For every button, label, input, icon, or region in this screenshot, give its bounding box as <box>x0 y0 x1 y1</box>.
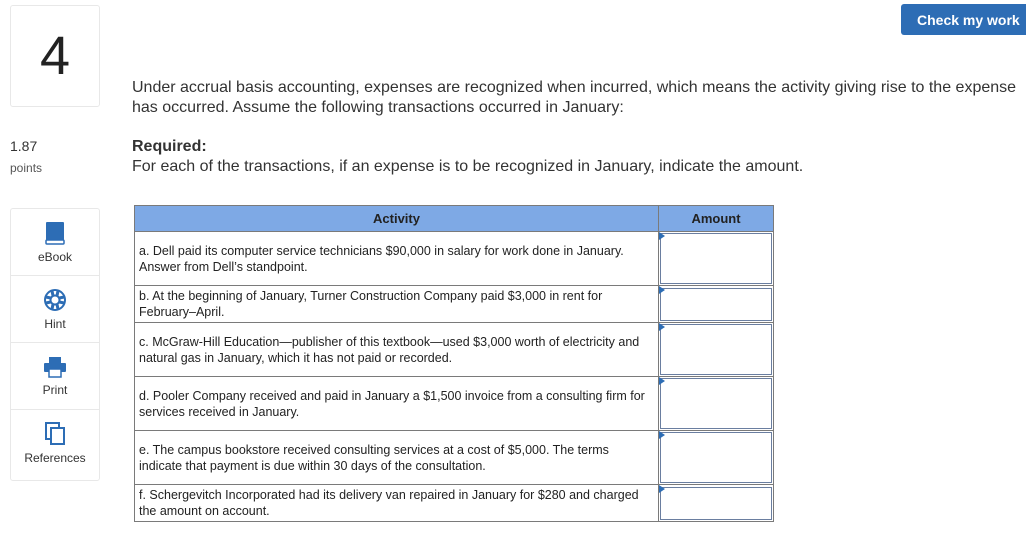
activity-cell: e. The campus bookstore received consulting services at a cost of $5,000. The terms indicate that payment is due within 30 days of the consultation. <box>135 431 659 485</box>
question-number: 4 <box>39 26 71 86</box>
table-row <box>135 377 774 431</box>
question-number-box <box>10 5 100 107</box>
hint-button[interactable] <box>11 276 99 343</box>
print-label: Print <box>42 382 68 397</box>
check-my-work-button[interactable]: Check my work <box>901 4 1026 35</box>
table-row <box>135 286 774 323</box>
activity-cell: a. Dell paid its computer service technicians $90,000 in salary for work done in January. Answer from Dell’s standpoint. <box>135 232 659 286</box>
amount-column-header: Amount <box>659 206 774 232</box>
activity-cell: d. Pooler Company received and paid in January a $1,500 invoice from a consulting firm for services received in January. <box>135 377 659 431</box>
table-row <box>135 485 774 522</box>
amount-cell <box>659 323 774 377</box>
references-button[interactable] <box>11 410 99 477</box>
amount-input-f[interactable] <box>660 487 772 520</box>
ebook-button[interactable] <box>11 209 99 276</box>
question-intro: Under accrual basis accounting, expenses are recognized when incurred, which means the activity giving rise to the expense has occurred. Assume the following transactions occurred in January: <box>132 79 1017 116</box>
table-row <box>135 431 774 485</box>
amount-input-d[interactable] <box>660 378 772 429</box>
tools-panel <box>10 208 100 481</box>
references-label: References <box>24 451 86 465</box>
hint-label: Hint <box>44 316 66 331</box>
documents-icon <box>44 422 66 446</box>
activity-table <box>134 205 774 522</box>
amount-cell <box>659 377 774 431</box>
activity-cell: b. At the beginning of January, Turner Construction Company paid $3,000 in rent for February–April. <box>135 286 659 323</box>
printer-icon <box>43 356 67 378</box>
amount-cell <box>659 485 774 522</box>
amount-input-e[interactable] <box>660 432 772 483</box>
entry-marker-icon <box>659 232 665 240</box>
points-label: points <box>10 161 43 175</box>
activity-cell: c. McGraw-Hill Education—publisher of this textbook—used $3,000 worth of electricity and natural gas in January, which it has not paid or recorded. <box>135 323 659 377</box>
lifebuoy-icon <box>43 288 67 312</box>
entry-marker-icon <box>659 377 665 385</box>
amount-input-a[interactable] <box>660 233 772 284</box>
amount-cell <box>659 286 774 323</box>
entry-marker-icon <box>659 286 665 294</box>
required-label: Required: <box>132 138 207 155</box>
table-row <box>135 323 774 377</box>
ebook-label: eBook <box>37 249 73 264</box>
entry-marker-icon <box>659 485 665 493</box>
print-button[interactable] <box>11 343 99 410</box>
table-row <box>135 232 774 286</box>
activity-column-header: Activity <box>135 206 659 232</box>
points-value: 1.87 <box>10 138 38 154</box>
book-icon <box>44 221 66 245</box>
instruction-text: For each of the transactions, if an expense is to be recognized in January, indicate the amount. <box>132 158 804 175</box>
amount-input-b[interactable] <box>660 288 772 321</box>
table-header-row <box>135 206 774 232</box>
activity-cell: f. Schergevitch Incorporated had its delivery van repaired in January for $280 and charged the amount on account. <box>135 485 659 522</box>
amount-input-c[interactable] <box>660 324 772 375</box>
amount-cell <box>659 431 774 485</box>
entry-marker-icon <box>659 431 665 439</box>
amount-cell <box>659 232 774 286</box>
entry-marker-icon <box>659 323 665 331</box>
